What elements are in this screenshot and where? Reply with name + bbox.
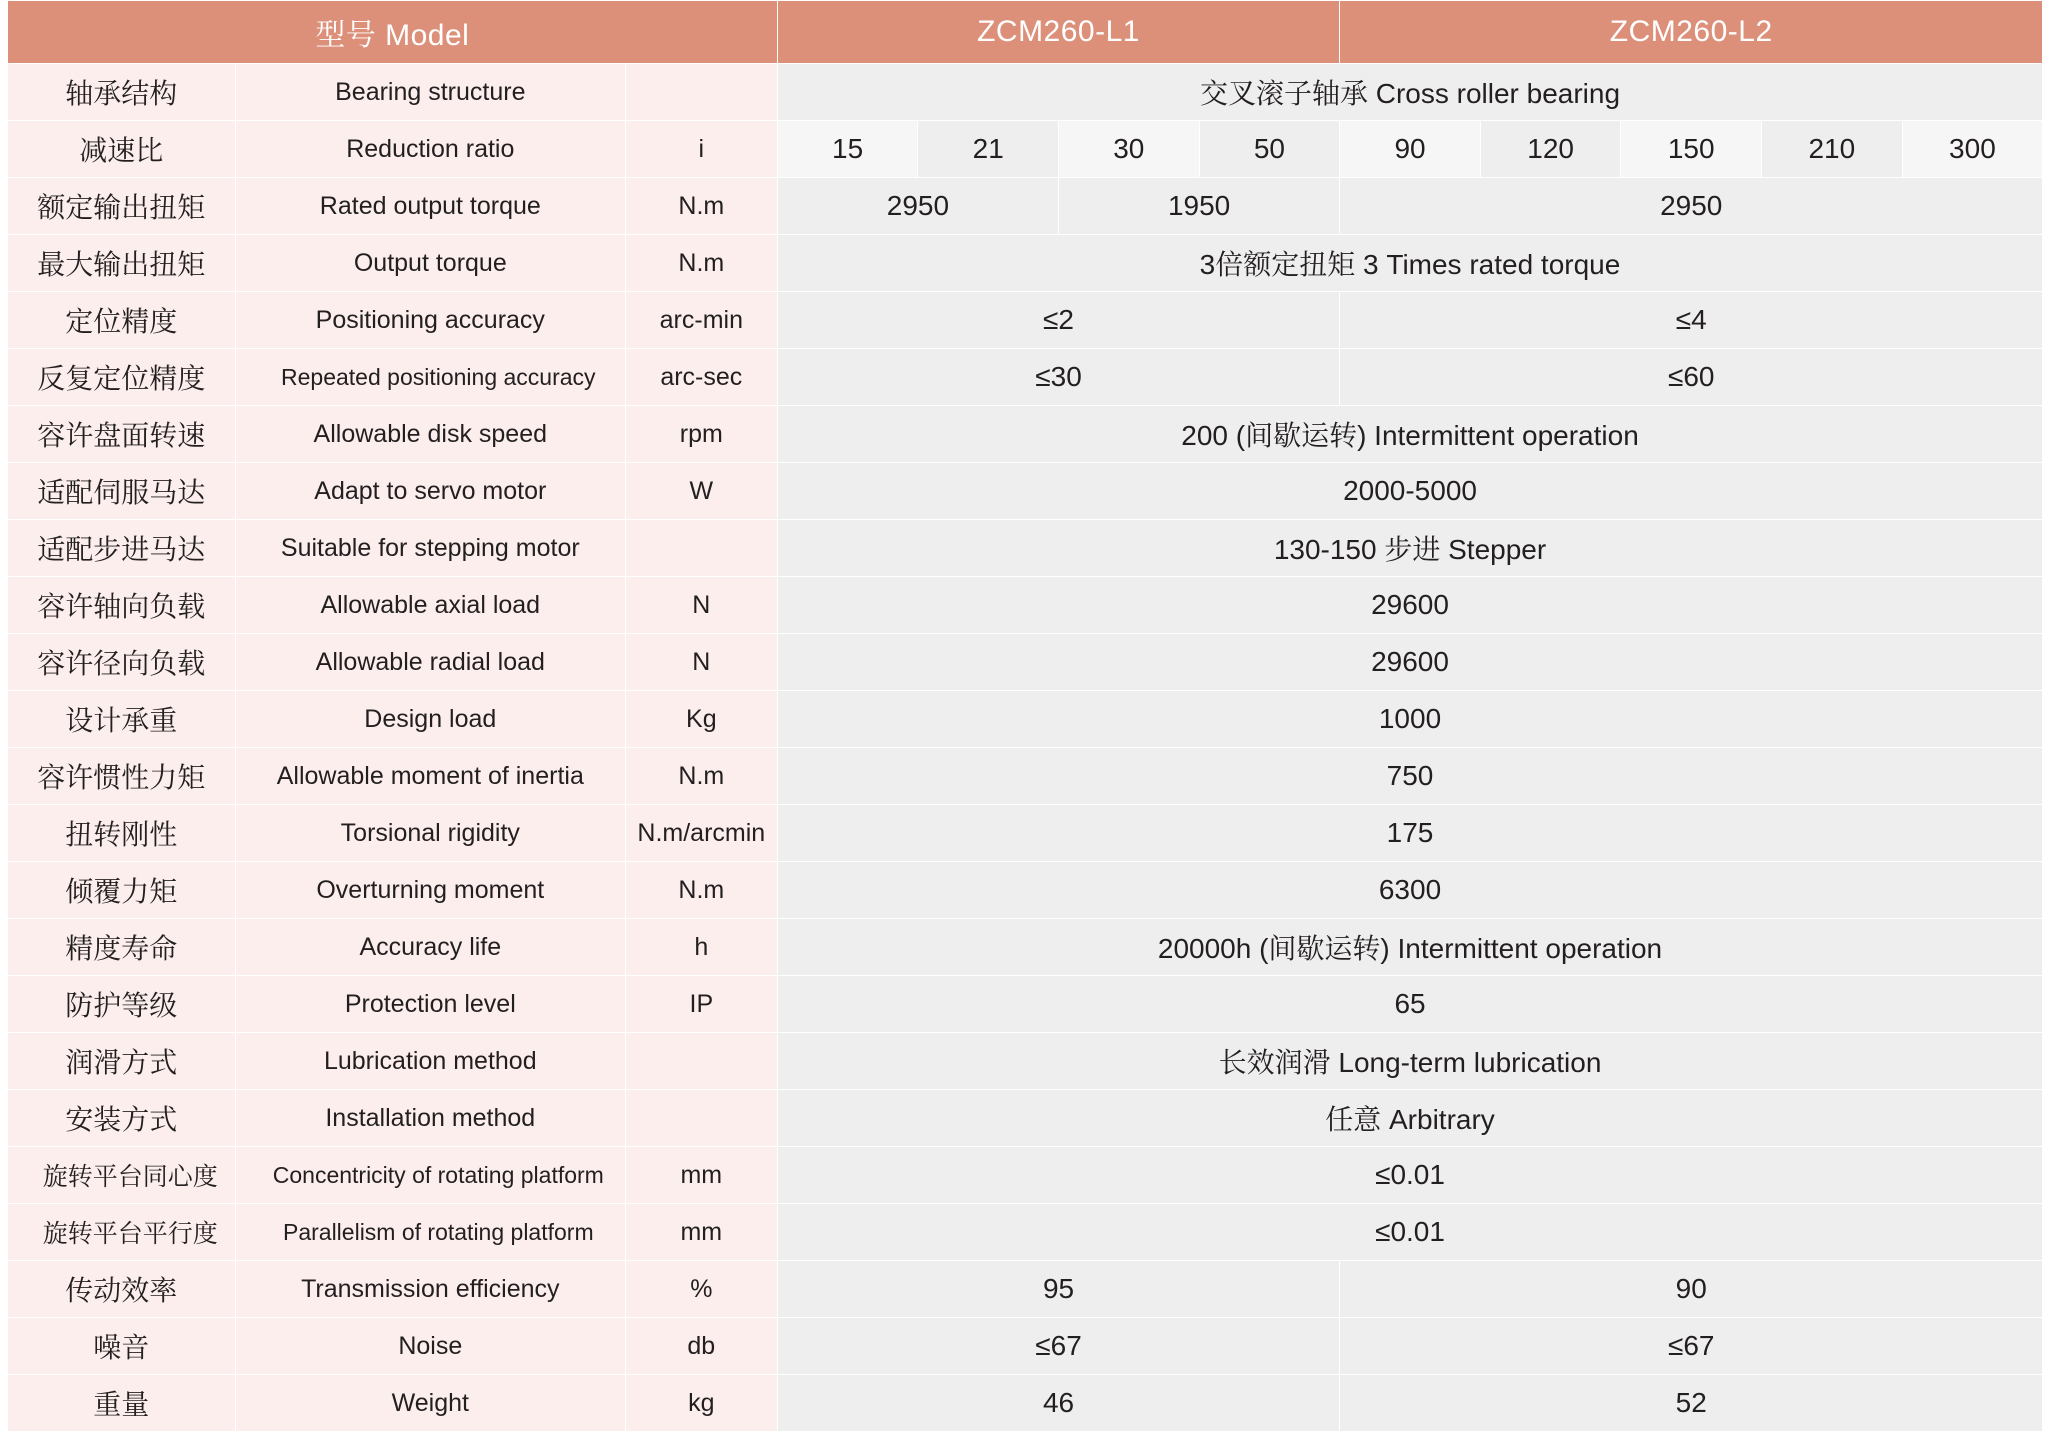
row-label-en: Design load bbox=[235, 691, 625, 748]
table-row bbox=[7, 121, 2042, 178]
ratio-value: 210 bbox=[1762, 121, 1903, 178]
row-value: ≤0.01 bbox=[777, 1204, 2042, 1261]
row-unit: N.m/arcmin bbox=[625, 805, 777, 862]
ratio-value: 150 bbox=[1621, 121, 1762, 178]
row-value: 65 bbox=[777, 976, 2042, 1033]
row-unit: IP bbox=[625, 976, 777, 1033]
row-label-en: Accuracy life bbox=[235, 919, 625, 976]
row-label-en: Parallelism of rotating platform bbox=[235, 1204, 625, 1261]
row-label-en: Adapt to servo motor bbox=[235, 463, 625, 520]
specification-table bbox=[7, 0, 2043, 1432]
row-label-en: Allowable moment of inertia bbox=[235, 748, 625, 805]
row-label-en: Concentricity of rotating platform bbox=[235, 1147, 625, 1204]
row-label-cn: 最大输出扭矩 bbox=[7, 235, 235, 292]
row-unit bbox=[625, 1090, 777, 1147]
row-label-en: Transmission efficiency bbox=[235, 1261, 625, 1318]
header-model-l1: ZCM260-L1 bbox=[777, 1, 1339, 64]
row-label-cn: 容许轴向负载 bbox=[7, 577, 235, 634]
row-value-l2: 90 bbox=[1340, 1261, 2043, 1318]
ratio-value: 15 bbox=[777, 121, 918, 178]
table-row bbox=[7, 976, 2042, 1033]
table-row bbox=[7, 748, 2042, 805]
row-value: 2000-5000 bbox=[777, 463, 2042, 520]
table-row bbox=[7, 178, 2042, 235]
row-value-l2: ≤67 bbox=[1340, 1318, 2043, 1375]
row-label-cn: 减速比 bbox=[7, 121, 235, 178]
row-value: ≤0.01 bbox=[777, 1147, 2042, 1204]
row-value: 2950 bbox=[1340, 178, 2043, 235]
row-value: 任意 Arbitrary bbox=[777, 1090, 2042, 1147]
table-row bbox=[7, 349, 2042, 406]
row-label-cn: 润滑方式 bbox=[7, 1033, 235, 1090]
row-label-cn: 噪音 bbox=[7, 1318, 235, 1375]
row-label-en: Lubrication method bbox=[235, 1033, 625, 1090]
row-value: 29600 bbox=[777, 577, 2042, 634]
row-value: 1000 bbox=[777, 691, 2042, 748]
row-unit: i bbox=[625, 121, 777, 178]
row-label-en: Protection level bbox=[235, 976, 625, 1033]
row-label-en: Weight bbox=[235, 1375, 625, 1432]
table-row bbox=[7, 634, 2042, 691]
table-row bbox=[7, 235, 2042, 292]
row-value-l2: 52 bbox=[1340, 1375, 2043, 1432]
row-unit: db bbox=[625, 1318, 777, 1375]
row-unit: kg bbox=[625, 1375, 777, 1432]
row-unit: N.m bbox=[625, 748, 777, 805]
row-label-en: Noise bbox=[235, 1318, 625, 1375]
row-value: 29600 bbox=[777, 634, 2042, 691]
row-label-en: Suitable for stepping motor bbox=[235, 520, 625, 577]
table-row bbox=[7, 1318, 2042, 1375]
row-unit bbox=[625, 1033, 777, 1090]
row-value: 750 bbox=[777, 748, 2042, 805]
row-unit: W bbox=[625, 463, 777, 520]
row-value: 130-150 步进 Stepper bbox=[777, 520, 2042, 577]
ratio-value: 30 bbox=[1059, 121, 1200, 178]
row-value: 2950 bbox=[777, 178, 1058, 235]
row-value: 长效润滑 Long-term lubrication bbox=[777, 1033, 2042, 1090]
row-label-cn: 旋转平台同心度 bbox=[7, 1147, 235, 1204]
row-label-en: Torsional rigidity bbox=[235, 805, 625, 862]
table-row bbox=[7, 1033, 2042, 1090]
row-unit: Kg bbox=[625, 691, 777, 748]
row-unit: arc-min bbox=[625, 292, 777, 349]
row-value: 20000h (间歇运转) Intermittent operation bbox=[777, 919, 2042, 976]
ratio-value: 120 bbox=[1480, 121, 1621, 178]
row-label-cn: 倾覆力矩 bbox=[7, 862, 235, 919]
row-label-cn: 安装方式 bbox=[7, 1090, 235, 1147]
row-value: 200 (间歇运转) Intermittent operation bbox=[777, 406, 2042, 463]
row-unit: N.m bbox=[625, 862, 777, 919]
table-row bbox=[7, 520, 2042, 577]
ratio-value: 300 bbox=[1902, 121, 2043, 178]
table-row bbox=[7, 406, 2042, 463]
row-unit: % bbox=[625, 1261, 777, 1318]
row-label-en: Positioning accuracy bbox=[235, 292, 625, 349]
row-label-en: Allowable disk speed bbox=[235, 406, 625, 463]
row-value-l2: ≤4 bbox=[1340, 292, 2043, 349]
table-row bbox=[7, 919, 2042, 976]
ratio-value: 50 bbox=[1199, 121, 1340, 178]
table-row bbox=[7, 1090, 2042, 1147]
row-unit: N.m bbox=[625, 178, 777, 235]
header-model-label: 型号 Model bbox=[7, 1, 777, 64]
row-value: 6300 bbox=[777, 862, 2042, 919]
table-row bbox=[7, 577, 2042, 634]
row-unit: arc-sec bbox=[625, 349, 777, 406]
row-label-en: Bearing structure bbox=[235, 64, 625, 121]
row-label-en: Rated output torque bbox=[235, 178, 625, 235]
row-label-cn: 容许盘面转速 bbox=[7, 406, 235, 463]
row-label-en: Overturning moment bbox=[235, 862, 625, 919]
table-row bbox=[7, 691, 2042, 748]
row-value-l1: ≤2 bbox=[777, 292, 1339, 349]
row-label-cn: 设计承重 bbox=[7, 691, 235, 748]
row-label-en: Reduction ratio bbox=[235, 121, 625, 178]
table-row bbox=[7, 64, 2042, 121]
table-header-row bbox=[7, 1, 2042, 64]
row-value: 175 bbox=[777, 805, 2042, 862]
row-label-en: Installation method bbox=[235, 1090, 625, 1147]
row-label-en: Allowable radial load bbox=[235, 634, 625, 691]
row-label-cn: 扭转刚性 bbox=[7, 805, 235, 862]
table-row bbox=[7, 1204, 2042, 1261]
row-unit bbox=[625, 64, 777, 121]
row-label-cn: 重量 bbox=[7, 1375, 235, 1432]
row-unit: N bbox=[625, 634, 777, 691]
row-value: 3倍额定扭矩 3 Times rated torque bbox=[777, 235, 2042, 292]
table-row bbox=[7, 292, 2042, 349]
row-value: 1950 bbox=[1059, 178, 1340, 235]
table-row bbox=[7, 862, 2042, 919]
ratio-value: 21 bbox=[918, 121, 1059, 178]
table-row bbox=[7, 1261, 2042, 1318]
row-label-en: Allowable axial load bbox=[235, 577, 625, 634]
row-value-l1: ≤30 bbox=[777, 349, 1339, 406]
row-unit: h bbox=[625, 919, 777, 976]
row-label-cn: 容许径向负载 bbox=[7, 634, 235, 691]
row-unit bbox=[625, 520, 777, 577]
row-label-cn: 防护等级 bbox=[7, 976, 235, 1033]
table-row bbox=[7, 463, 2042, 520]
row-value-l1: ≤67 bbox=[777, 1318, 1339, 1375]
header-model-l2: ZCM260-L2 bbox=[1340, 1, 2043, 64]
row-value: 交叉滚子轴承 Cross roller bearing bbox=[777, 64, 2042, 121]
row-label-cn: 适配步进马达 bbox=[7, 520, 235, 577]
row-unit: N.m bbox=[625, 235, 777, 292]
row-label-cn: 轴承结构 bbox=[7, 64, 235, 121]
row-unit: mm bbox=[625, 1204, 777, 1261]
row-value-l1: 95 bbox=[777, 1261, 1339, 1318]
row-label-cn: 额定输出扭矩 bbox=[7, 178, 235, 235]
row-label-cn: 容许惯性力矩 bbox=[7, 748, 235, 805]
row-value-l1: 46 bbox=[777, 1375, 1339, 1432]
row-label-en: Output torque bbox=[235, 235, 625, 292]
row-label-cn: 旋转平台平行度 bbox=[7, 1204, 235, 1261]
row-label-en: Repeated positioning accuracy bbox=[235, 349, 625, 406]
row-unit: rpm bbox=[625, 406, 777, 463]
row-value-l2: ≤60 bbox=[1340, 349, 2043, 406]
row-label-cn: 精度寿命 bbox=[7, 919, 235, 976]
row-label-cn: 传动效率 bbox=[7, 1261, 235, 1318]
row-label-cn: 反复定位精度 bbox=[7, 349, 235, 406]
row-label-cn: 定位精度 bbox=[7, 292, 235, 349]
row-unit: mm bbox=[625, 1147, 777, 1204]
row-unit: N bbox=[625, 577, 777, 634]
table-row bbox=[7, 1375, 2042, 1432]
table-row bbox=[7, 1147, 2042, 1204]
row-label-cn: 适配伺服马达 bbox=[7, 463, 235, 520]
ratio-value: 90 bbox=[1340, 121, 1481, 178]
table-row bbox=[7, 805, 2042, 862]
